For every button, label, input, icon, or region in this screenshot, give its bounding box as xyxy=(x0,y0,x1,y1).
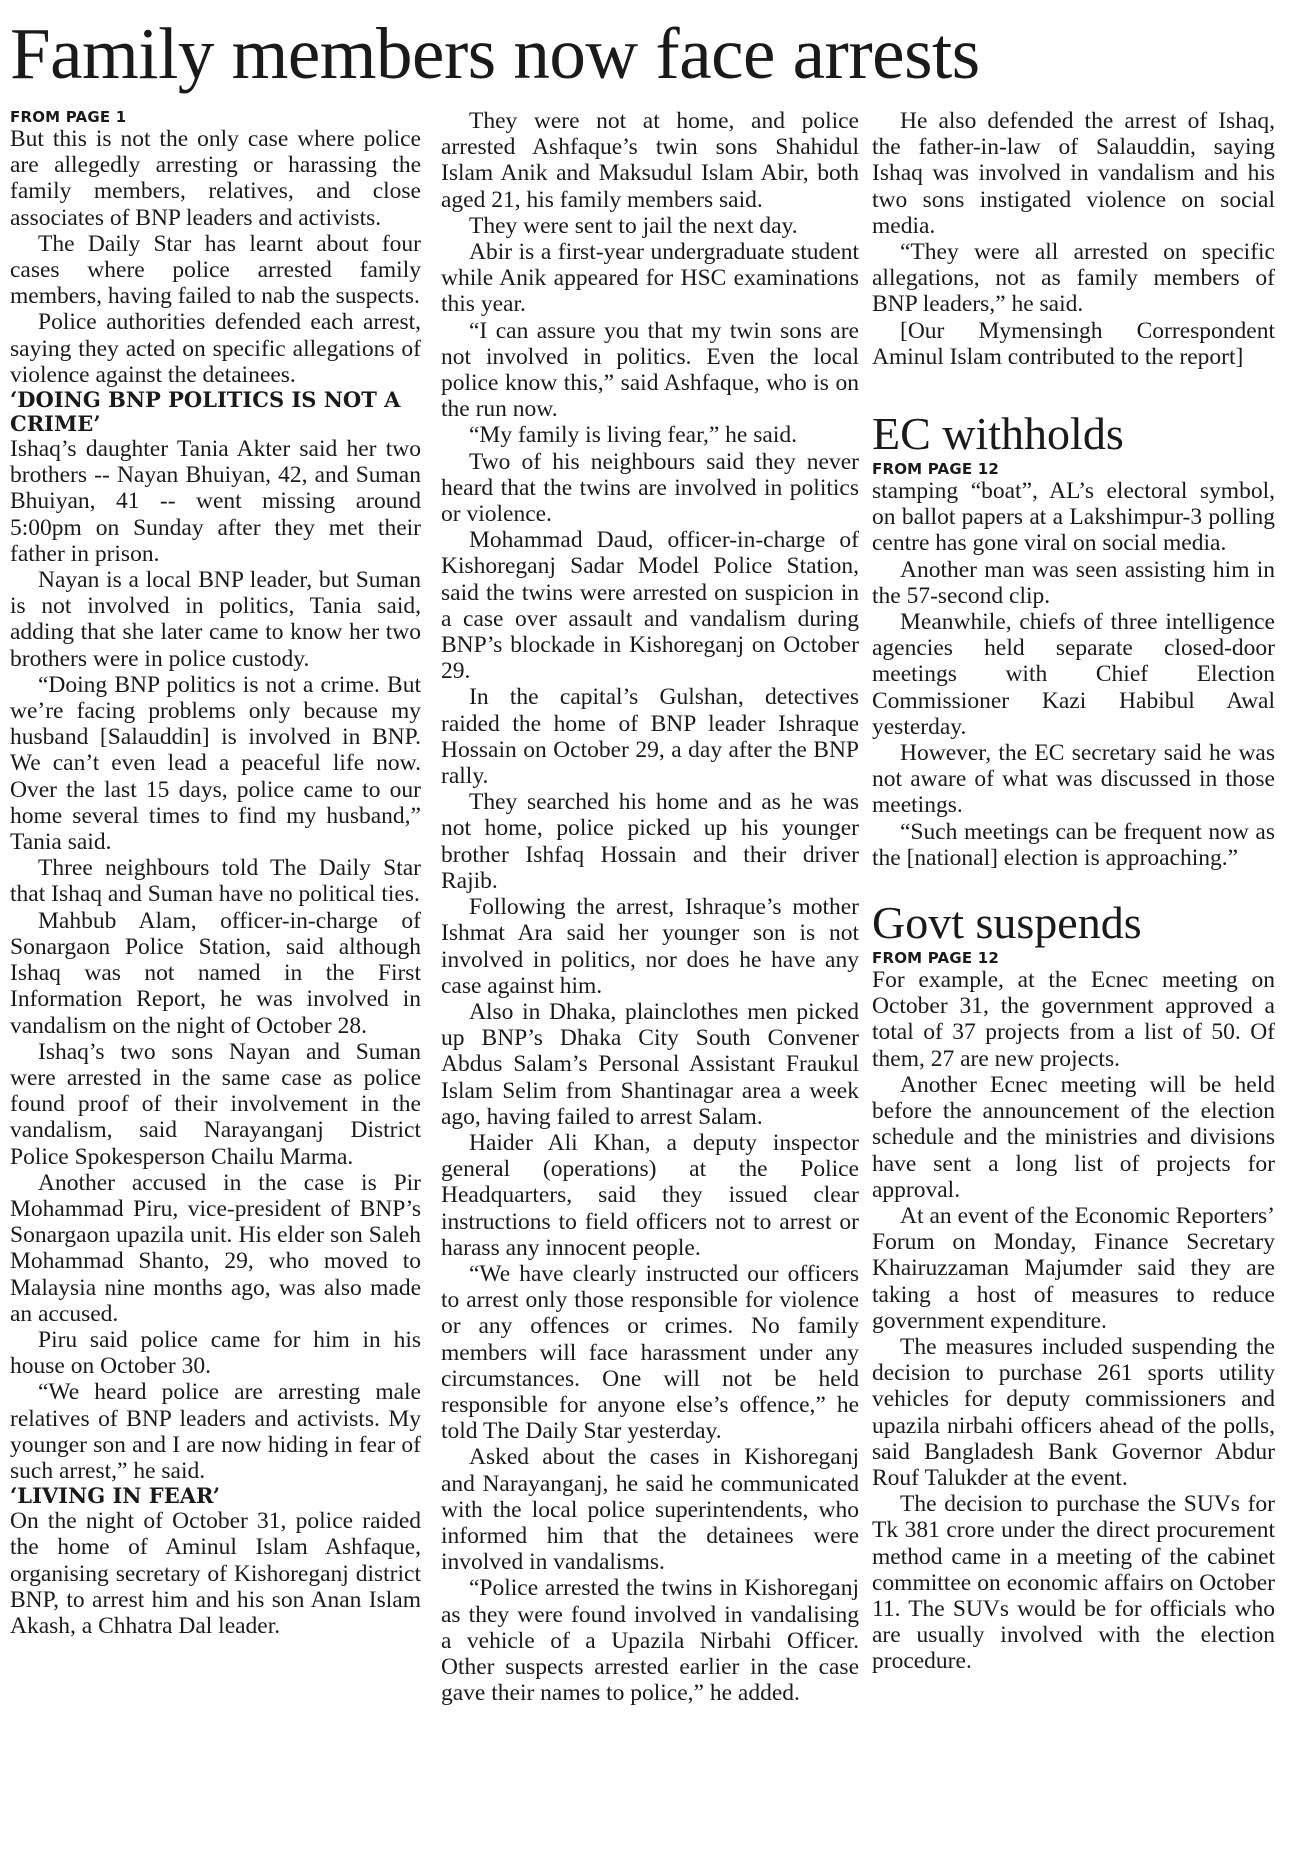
article-paragraph: Ishaq’s daughter Tania Akter said her two brothers -- Nayan Bhuiyan, 42, and Suman Bhuiyan, 41 -- went missing around 5:00pm on Sunday after they met their father in prison. xyxy=(10,436,421,567)
article-paragraph: The measures included suspending the decision to purchase 261 sports utility vehicles for deputy commissioners and upazila nirbahi officers ahead of the polls, said Bangladesh Bank Governor Abdur Rouf Talukder at the event. xyxy=(872,1333,1275,1491)
article-paragraph: They were sent to jail the next day. xyxy=(469,212,798,239)
article-paragraph: Mahbub Alam, officer-in-charge of Sonargaon Police Station, said although Ishaq was not named in the First Information Report, he was involved in vandalism on the night of October 28. xyxy=(10,907,421,1039)
article-paragraph: Police authorities defended each arrest, saying they acted on specific allegations of violence against the detainees. xyxy=(10,309,421,388)
article-paragraph: Also in Dhaka, plainclothes men picked up BNP’s Dhaka City South Convener Abdus Salam’s Personal Assistant Fraukul Islam Selim from Shantinagar area a week ago, having failed to arrest Salam. xyxy=(441,998,859,1130)
article-column-2 xyxy=(441,108,859,1706)
article-paragraph: “Police arrested the twins in Kishoreganj as they were found involved in vandalising a vehicle of a Upazila Nirbahi Officer. Other suspects arrested earlier in the case gave their names to police,” he added. xyxy=(441,1575,859,1707)
article-paragraph: The Daily Star has learnt about four cases where police arrested family members, having failed to nab the suspects. xyxy=(10,230,421,310)
article-paragraph: “My family is living fear,” he said. xyxy=(469,422,797,449)
article-paragraph: Another accused in the case is Pir Mohammad Piru, vice-president of BNP’s Sonargaon upazila unit. His elder son Saleh Mohammad Shanto, 29, who moved to Malaysia nine months ago, was also made an accused. xyxy=(10,1169,421,1327)
article-column-1 xyxy=(10,108,421,1639)
article-paragraph: However, the EC secretary said he was not aware of what was discussed in those meetings. xyxy=(872,740,1275,819)
ec-headline: EC withholds xyxy=(872,408,1124,460)
article-paragraph: Two of his neighbours said they never heard that the twins are involved in politics or violence. xyxy=(441,448,859,528)
article-paragraph: Another man was seen assisting him in the 57-second clip. xyxy=(872,556,1275,609)
continued-from-label: FROM PAGE 12 xyxy=(872,460,999,479)
article-paragraph: They were not at home, and police arrested Ashfaque’s twin sons Shahidul Islam Anik and Maksudul Islam Abir, both aged 21, his family members said. xyxy=(441,108,859,213)
article-paragraph: [Our Mymensingh Correspondent Aminul Islam contributed to the report] xyxy=(872,317,1275,370)
article-paragraph: Another Ecnec meeting will be held before the announcement of the election schedule and the ministries and divisions have sent a long list of projects for approval. xyxy=(872,1071,1275,1203)
article-paragraph: In the capital’s Gulshan, detectives raided the home of BNP leader Ishraque Hossain on October 29, a day after the BNP rally. xyxy=(441,684,859,790)
article-paragraph: Abir is a first-year undergraduate student while Anik appeared for HSC examinations this year. xyxy=(441,239,859,318)
article-paragraph: “Doing BNP politics is not a crime. But we’re facing problems only because my husband [Salauddin] is involved in BNP. We can’t even lead a peaceful life now. Over the last 15 days, police came to our home several times to find my husband,” Tania said. xyxy=(10,671,421,856)
article-paragraph: Following the arrest, Ishraque’s mother Ishmat Ara said her younger son is not involved in politics, nor does he have any case against him. xyxy=(441,894,859,999)
article-paragraph: “We heard police are arresting male relatives of BNP leaders and activists. My younger son and I are now hiding in fear of such arrest,” he said. xyxy=(10,1379,421,1484)
article-paragraph: “Such meetings can be frequent now as the [national] election is approaching.” xyxy=(872,818,1275,871)
continued-from-label: FROM PAGE 1 xyxy=(10,108,127,126)
continued-from-label: FROM PAGE 12 xyxy=(872,949,999,968)
article-paragraph: Three neighbours told The Daily Star that Ishaq and Suman have no political ties. xyxy=(10,855,421,908)
article-paragraph: Meanwhile, chiefs of three intelligence agencies held separate closed-door meetings with Chief Election Commissioner Kazi Habibul Awal yesterday. xyxy=(872,609,1275,740)
article-paragraph: Ishaq’s two sons Nayan and Suman were arrested in the same case as police found proof of their involvement in the vandalism, said Narayanganj District Police Spokesperson Chailu Marma. xyxy=(10,1038,421,1170)
article-paragraph: Nayan is a local BNP leader, but Suman is not involved in politics, Tania said, adding that she later came to know her two brothers were in police custody. xyxy=(10,567,421,672)
article-paragraph: But this is not the only case where police are allegedly arresting or harassing the family members, relatives, and close associates of BNP leaders and activists. xyxy=(10,126,421,231)
section-subhead: ‘DOING BNP POLITICS IS NOT A CRIME’ xyxy=(10,387,401,437)
article-paragraph: At an event of the Economic Reporters’ Forum on Monday, Finance Secretary Khairuzzaman Majumder said they are taking a host of measures to reduce government expenditure. xyxy=(872,1202,1275,1334)
article-paragraph: Mohammad Daud, officer-in-charge of Kishoreganj Sadar Model Police Station, said the twins were arrested on suspicion in a case over assault and vandalism during BNP’s blockade in Kishoreganj on October 29. xyxy=(441,527,859,685)
article-paragraph: On the night of October 31, police raided the home of Aminul Islam Ashfaque, organising secretary of Kishoreganj district BNP, to arrest him and his son Anan Islam Akash, a Chhatra Dal leader. xyxy=(10,1508,421,1639)
section-subhead: ‘LIVING IN FEAR’ xyxy=(10,1483,221,1509)
article-paragraph: “They were all arrested on specific allegations, not as family members of BNP leaders,” he said. xyxy=(872,239,1275,318)
govt-headline: Govt suspends xyxy=(872,897,1142,949)
article-paragraph: They searched his home and as he was not home, police picked up his younger brother Ishfaq Hossain and their driver Rajib. xyxy=(441,789,859,894)
article-paragraph: “I can assure you that my twin sons are not involved in politics. Even the local police know this,” said Ashfaque, who is on the run now. xyxy=(441,317,859,423)
article-paragraph: “We have clearly instructed our officers to arrest only those responsible for violence or any offences or crimes. No family members will face harassment under any circumstances. One will not be held responsible for anyone else’s offence,” he told The Daily Star yesterday. xyxy=(441,1260,859,1445)
main-headline: Family members now face arrests xyxy=(10,13,980,94)
article-paragraph: Piru said police came for him in his house on October 30. xyxy=(10,1326,421,1380)
article-paragraph: The decision to purchase the SUVs for Tk 381 crore under the direct procurement method came in a meeting of the cabinet committee on economic affairs on October 11. The SUVs would be for officials who are usually involved with the election procedure. xyxy=(872,1491,1275,1675)
article-paragraph: For example, at the Ecnec meeting on October 31, the government approved a total of 37 projects from a list of 50. Of them, 27 are new projects. xyxy=(872,967,1275,1072)
article-paragraph: stamping “boat”, AL’s electoral symbol, on ballot papers at a Lakshimpur-3 polling centre has gone viral on social media. xyxy=(872,478,1275,557)
article-paragraph: Haider Ali Khan, a deputy inspector general (operations) at the Police Headquarters, said they issued clear instructions to field officers not to arrest or harass any innocent people. xyxy=(441,1129,859,1261)
article-paragraph: Asked about the cases in Kishoreganj and Narayanganj, he said he communicated with the local police superintendents, who informed him that the detainees were involved in vandalisms. xyxy=(441,1444,859,1576)
article-column-3 xyxy=(872,108,1275,1675)
article-paragraph: He also defended the arrest of Ishaq, the father-in-law of Salauddin, saying Ishaq was involved in vandalism and his two sons instigated violence on social media. xyxy=(872,108,1275,239)
